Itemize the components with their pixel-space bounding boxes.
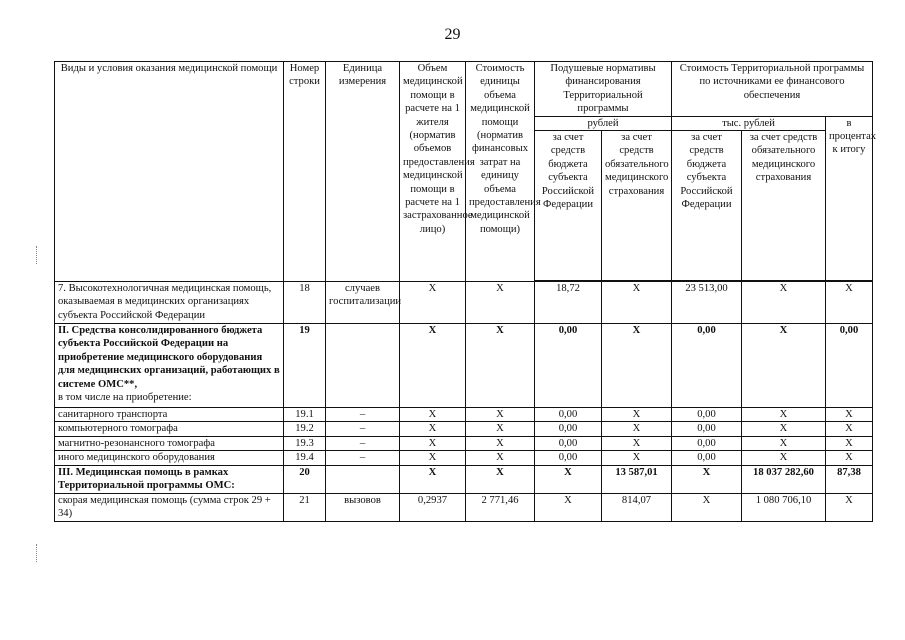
cell-unit: – <box>326 451 400 465</box>
header-total-group: Стоимость Территориальной программы по источниками ее финансового обеспечения <box>672 62 873 117</box>
cell-unit: вызовов <box>326 493 400 521</box>
cell-unit <box>326 324 400 408</box>
cell-kind-text: компьютерного томографа <box>58 423 178 435</box>
cell-kind <box>55 408 284 422</box>
cell-volume: 0,2937 <box>400 493 466 521</box>
cell-volume: X <box>400 436 466 450</box>
cell-kind <box>55 436 284 450</box>
table-row <box>55 493 873 521</box>
cell-per-capita-budget: 0,00 <box>535 408 602 422</box>
table-row <box>55 465 873 493</box>
cell-percent: X <box>826 422 873 436</box>
header-volume: Объем медицинской помощи в расчете на 1 жителя (норматив объемов предоставления медицинской помощи в расчете на 1 застрахованное лицо) <box>400 62 466 282</box>
cell-per-capita-oms: X <box>602 436 672 450</box>
cell-volume: X <box>400 465 466 493</box>
cell-per-capita-budget: X <box>535 465 602 493</box>
cell-per-capita-budget: 0,00 <box>535 422 602 436</box>
cell-percent: X <box>826 282 873 324</box>
header-cost: Стоимость единицы объема медицинской помощи (норматив финансовых затрат на единицу объема предоставления медицинской помощи) <box>466 62 535 282</box>
cell-total-budget: X <box>672 465 742 493</box>
financing-table <box>54 61 877 522</box>
header-unit-rub: рублей <box>535 116 672 130</box>
cell-kind <box>55 324 284 408</box>
cell-cost: X <box>466 436 535 450</box>
cell-per-capita-oms: X <box>602 408 672 422</box>
cell-percent: X <box>826 436 873 450</box>
margin-mark <box>36 246 38 264</box>
header-unit-thrub: тыс. рублей <box>672 116 826 130</box>
cell-total-budget: 23 513,00 <box>672 282 742 324</box>
cell-kind <box>55 465 284 493</box>
cell-volume: X <box>400 408 466 422</box>
cell-cost: X <box>466 408 535 422</box>
cell-total-oms: 18 037 282,60 <box>742 465 826 493</box>
cell-row-number: 18 <box>284 282 326 324</box>
cell-percent: X <box>826 493 873 521</box>
cell-total-budget: 0,00 <box>672 451 742 465</box>
cell-percent: 87,38 <box>826 465 873 493</box>
table-row <box>55 408 873 422</box>
cell-row-number: 19.2 <box>284 422 326 436</box>
table-row <box>55 282 873 324</box>
cell-kind-text: иного медицинского оборудования <box>58 452 215 464</box>
cell-kind-text: 7. Высокотехнологичная медицинская помощь, оказываемая в медицинских организациях субъекта Российской Федерации <box>58 283 272 321</box>
cell-unit: – <box>326 436 400 450</box>
header-pc-budget: за счет средств бюджета субъекта Российской Федерации <box>535 131 602 281</box>
cell-kind <box>55 282 284 324</box>
cell-row-number: 19 <box>284 324 326 408</box>
cell-kind <box>55 422 284 436</box>
cell-per-capita-budget: 0,00 <box>535 324 602 408</box>
cell-per-capita-budget: 0,00 <box>535 436 602 450</box>
cell-kind-text: магнитно-резонансного томографа <box>58 437 215 449</box>
cell-cost: X <box>466 451 535 465</box>
header-percent: в процентах к итогу <box>826 116 873 280</box>
cell-per-capita-budget: 0,00 <box>535 451 602 465</box>
cell-total-budget: 0,00 <box>672 422 742 436</box>
cell-total-budget: 0,00 <box>672 436 742 450</box>
cell-row-number: 20 <box>284 465 326 493</box>
cell-volume: X <box>400 422 466 436</box>
cell-kind <box>55 493 284 521</box>
cell-unit: случаев госпитализации <box>326 282 400 324</box>
cell-kind-text: скорая медицинская помощь (сумма строк 29 + 34) <box>58 494 271 520</box>
cell-row-number: 19.3 <box>284 436 326 450</box>
cell-total-oms: X <box>742 408 826 422</box>
cell-total-oms: X <box>742 282 826 324</box>
cell-unit <box>326 465 400 493</box>
cell-per-capita-oms: 814,07 <box>602 493 672 521</box>
cell-cost: X <box>466 422 535 436</box>
header-kind: Виды и условия оказания медицинской помощи <box>55 62 284 282</box>
cell-percent: 0,00 <box>826 324 873 408</box>
cell-per-capita-budget: X <box>535 493 602 521</box>
header-row-number: Номер строки <box>284 62 326 282</box>
cell-kind-extra: в том числе на приобретение: <box>58 392 192 404</box>
cell-cost: X <box>466 282 535 324</box>
cell-per-capita-oms: X <box>602 282 672 324</box>
cell-total-budget: 0,00 <box>672 324 742 408</box>
cell-volume: X <box>400 282 466 324</box>
header-unit: Единица измерения <box>326 62 400 282</box>
cell-per-capita-oms: X <box>602 422 672 436</box>
cell-total-oms: X <box>742 324 826 408</box>
cell-percent: X <box>826 408 873 422</box>
cell-volume: X <box>400 451 466 465</box>
cell-total-budget: X <box>672 493 742 521</box>
table-header <box>55 62 877 282</box>
cell-kind-text: II. Средства консолидированного бюджета субъекта Российской Федерации на приобретение медицинского оборудования для медицинских организаций, работающих в системе ОМС**, <box>58 325 280 390</box>
header-tot-budget: за счет средств бюджета субъекта Российской Федерации <box>672 131 742 281</box>
cell-row-number: 19.4 <box>284 451 326 465</box>
cell-kind-text: санитарного транспорта <box>58 409 168 421</box>
table-row <box>55 324 873 408</box>
cell-kind-text: III. Медицинская помощь в рамках Территориальной программы ОМС: <box>58 466 235 492</box>
page-number: 29 <box>444 26 461 43</box>
cell-unit: – <box>326 408 400 422</box>
table-row <box>55 451 873 465</box>
cell-total-budget: 0,00 <box>672 408 742 422</box>
cell-cost: 2 771,46 <box>466 493 535 521</box>
table-row <box>55 436 873 450</box>
margin-mark <box>36 544 38 562</box>
cell-total-oms: 1 080 706,10 <box>742 493 826 521</box>
cell-percent: X <box>826 451 873 465</box>
table-row <box>55 422 873 436</box>
header-tot-oms: за счет средств обязательного медицинского страхования <box>742 131 826 281</box>
header-pc-oms: за счет средств обязательного медицинского страхования <box>602 131 672 281</box>
cell-per-capita-budget: 18,72 <box>535 282 602 324</box>
cell-total-oms: X <box>742 451 826 465</box>
header-per-capita-group: Подушевые нормативы финансирования Территориальной программы <box>535 62 672 117</box>
cell-total-oms: X <box>742 422 826 436</box>
table-body <box>55 282 873 522</box>
cell-unit: – <box>326 422 400 436</box>
cell-cost: X <box>466 465 535 493</box>
cell-per-capita-oms: X <box>602 324 672 408</box>
cell-total-oms: X <box>742 436 826 450</box>
cell-per-capita-oms: 13 587,01 <box>602 465 672 493</box>
cell-row-number: 21 <box>284 493 326 521</box>
cell-cost: X <box>466 324 535 408</box>
cell-kind <box>55 451 284 465</box>
cell-volume: X <box>400 324 466 408</box>
cell-per-capita-oms: X <box>602 451 672 465</box>
cell-row-number: 19.1 <box>284 408 326 422</box>
